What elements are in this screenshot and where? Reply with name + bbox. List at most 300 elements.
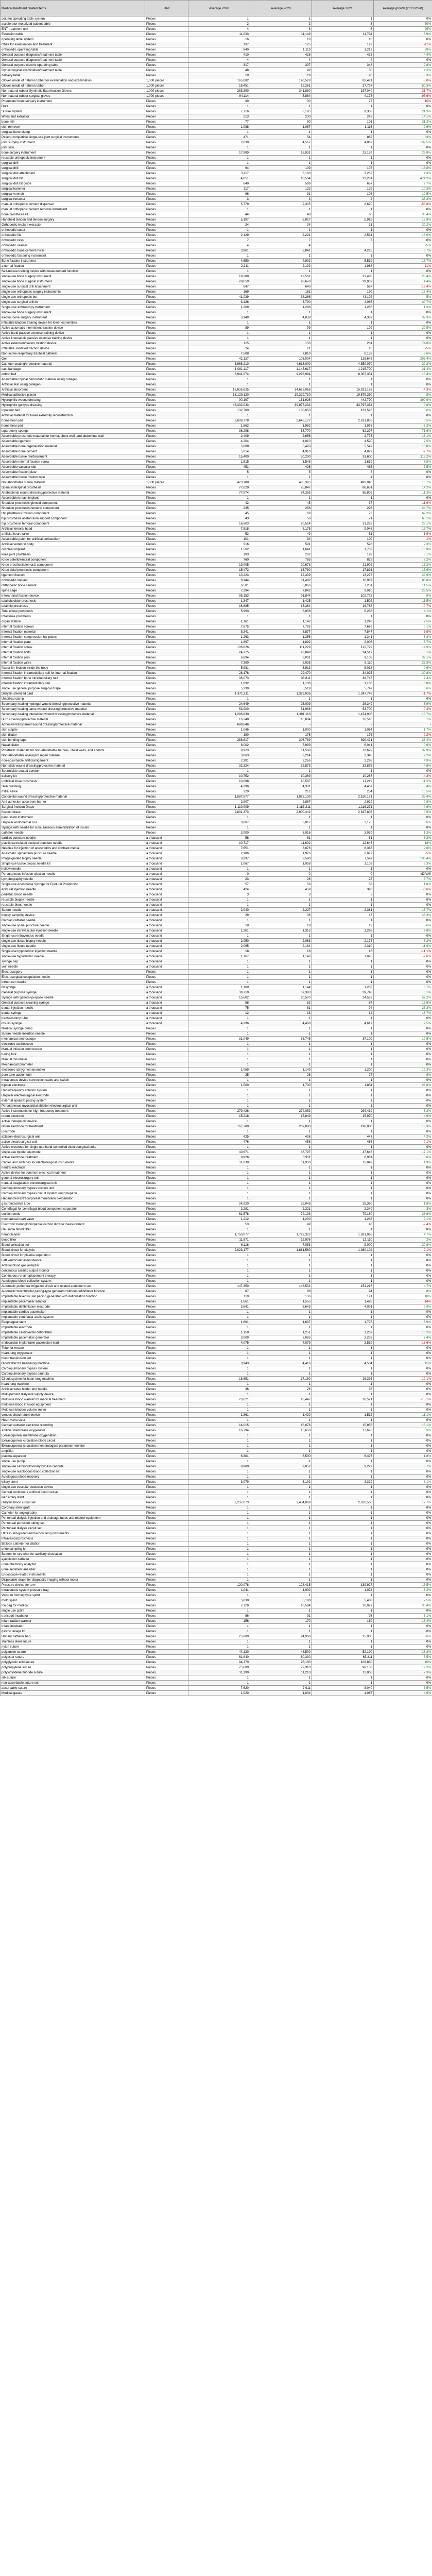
row-avg-2020b-cell[interactable]: 1	[250, 1366, 312, 1371]
table-row[interactable]	[1, 1593, 432, 1598]
row-avg-2020-cell[interactable]: 1	[188, 1258, 250, 1263]
row-avg-2020b-cell[interactable]: 1	[250, 496, 312, 501]
row-avg-2020b-cell[interactable]: 18,447	[250, 1397, 312, 1402]
row-unit-cell[interactable]: Pieces	[145, 1382, 188, 1387]
row-unit-cell[interactable]: Pieces	[145, 1253, 188, 1258]
table-row[interactable]	[1, 1114, 432, 1119]
row-name-cell[interactable]: Single-use Anesthesia Syringe for Epidural Positioning	[1, 882, 145, 887]
row-avg-2020-cell[interactable]: 42	[188, 501, 250, 506]
row-avg-2020-cell[interactable]: 1	[188, 825, 250, 831]
row-growth-cell[interactable]: 37.9%	[374, 748, 432, 753]
table-row[interactable]	[1, 27, 432, 32]
row-unit-cell[interactable]: Pieces	[145, 1603, 188, 1608]
row-unit-cell[interactable]: Pieces	[145, 372, 188, 377]
row-avg-2021-cell[interactable]: 243	[312, 114, 374, 120]
row-avg-2020-cell[interactable]: 1,110,009	[188, 805, 250, 810]
row-growth-cell[interactable]: 30.7%	[374, 300, 432, 305]
row-avg-2020-cell[interactable]: 516	[188, 542, 250, 547]
row-avg-2020-cell[interactable]: 96	[188, 192, 250, 197]
row-avg-2021-cell[interactable]: 1	[312, 1191, 374, 1196]
row-avg-2020-cell[interactable]: 115	[188, 341, 250, 346]
row-growth-cell[interactable]: 6.9%	[374, 460, 432, 465]
row-avg-2020-cell[interactable]: 36,073	[188, 676, 250, 681]
row-unit-cell[interactable]: Pieces	[145, 1052, 188, 1057]
row-unit-cell[interactable]: Pieces	[145, 1222, 188, 1227]
row-avg-2020b-cell[interactable]: 96,180	[250, 1660, 312, 1665]
table-row[interactable]	[1, 78, 432, 83]
row-name-cell[interactable]: Syringe with general-purpose needle	[1, 995, 145, 1001]
row-unit-cell[interactable]: Pieces	[145, 1104, 188, 1109]
row-unit-cell[interactable]: Pieces	[145, 1469, 188, 1475]
row-unit-cell[interactable]: Pieces	[145, 1073, 188, 1078]
row-avg-2020b-cell[interactable]: 30,290	[250, 454, 312, 460]
table-row[interactable]	[1, 867, 432, 872]
row-avg-2020b-cell[interactable]: 1	[250, 1681, 312, 1686]
row-name-cell[interactable]: Gel	[1, 357, 145, 362]
row-avg-2020-cell[interactable]: 7,390	[188, 660, 250, 666]
table-row[interactable]	[1, 1449, 432, 1454]
row-avg-2020-cell[interactable]: 471	[188, 135, 250, 140]
row-name-cell[interactable]: Cardiopulmonary bypass circuit system using heparin	[1, 1191, 145, 1196]
table-row[interactable]	[1, 681, 432, 686]
row-avg-2020-cell[interactable]: 1	[188, 1274, 250, 1279]
row-avg-2020b-cell[interactable]: 1,391,116	[250, 712, 312, 717]
row-unit-cell[interactable]: Pieces	[145, 815, 188, 820]
table-row[interactable]	[1, 1639, 432, 1645]
row-avg-2020-cell[interactable]: 0	[188, 872, 250, 877]
row-growth-cell[interactable]: 0%	[374, 269, 432, 274]
table-row[interactable]	[1, 748, 432, 753]
row-name-cell[interactable]: endocardial implantable pacemaker lead	[1, 1341, 145, 1346]
table-row[interactable]	[1, 73, 432, 78]
row-growth-cell[interactable]: 29.9%	[374, 573, 432, 578]
table-row[interactable]	[1, 954, 432, 959]
row-avg-2020-cell[interactable]: 1	[188, 253, 250, 259]
row-avg-2020-cell[interactable]: 15,400	[188, 454, 250, 460]
row-avg-2021-cell[interactable]: 1	[312, 207, 374, 212]
table-row[interactable]	[1, 99, 432, 104]
row-unit-cell[interactable]: Pieces	[145, 217, 188, 223]
row-avg-2020b-cell[interactable]: 21	[250, 346, 312, 351]
row-name-cell[interactable]: Electronic hemoglobin/partial carbon dioxide measurement	[1, 1222, 145, 1227]
row-avg-2020b-cell[interactable]: 1,087	[250, 125, 312, 130]
row-avg-2020-cell[interactable]: 32,324	[188, 764, 250, 769]
row-avg-2021-cell[interactable]: 24,517	[312, 650, 374, 655]
row-name-cell[interactable]: polyglycolic acid suture	[1, 1660, 145, 1665]
row-unit-cell[interactable]: Pieces	[145, 27, 188, 32]
row-name-cell[interactable]: single use pump	[1, 1459, 145, 1464]
row-avg-2021-cell[interactable]: 1,733	[312, 547, 374, 552]
row-avg-2020-cell[interactable]: 95,153	[188, 594, 250, 599]
row-avg-2020b-cell[interactable]: 5,999	[250, 743, 312, 748]
row-avg-2020b-cell[interactable]: 26,099	[250, 702, 312, 707]
row-name-cell[interactable]: accelerator motorized patient table	[1, 22, 145, 27]
row-avg-2020b-cell[interactable]: 3,085	[250, 1335, 312, 1341]
row-avg-2021-cell[interactable]: 1	[312, 1176, 374, 1181]
row-name-cell[interactable]: Electrosurgery	[1, 970, 145, 975]
row-avg-2021-cell[interactable]: 1	[312, 1490, 374, 1495]
row-unit-cell[interactable]: Pieces	[145, 594, 188, 599]
row-avg-2020-cell[interactable]: 169	[188, 290, 250, 295]
row-name-cell[interactable]: hemodialyzer	[1, 1232, 145, 1238]
row-unit-cell[interactable]: a thousand	[145, 959, 188, 964]
row-avg-2021-cell[interactable]: 5,408	[312, 1598, 374, 1603]
row-growth-cell[interactable]: 0%	[374, 1547, 432, 1552]
row-avg-2021-cell[interactable]: 61	[312, 836, 374, 841]
row-unit-cell[interactable]: Pieces	[145, 1562, 188, 1567]
row-avg-2021-cell[interactable]: 1,116,271	[312, 805, 374, 810]
row-name-cell[interactable]: surgical retractor	[1, 197, 145, 202]
row-growth-cell[interactable]: 0%	[374, 897, 432, 903]
row-name-cell[interactable]: Cardiopulmonary bypass system	[1, 1366, 145, 1371]
row-avg-2020-cell[interactable]: 1	[188, 1511, 250, 1516]
row-unit-cell[interactable]: Pieces	[145, 1387, 188, 1392]
row-avg-2020-cell[interactable]: 15,602	[188, 995, 250, 1001]
row-unit-cell[interactable]: 1,000 pieces	[145, 83, 188, 89]
row-name-cell[interactable]: Unipolar electrosurgical electrode	[1, 1093, 145, 1098]
row-avg-2021-cell[interactable]: 17,891	[312, 568, 374, 573]
row-name-cell[interactable]: Internal fixation intramedullary nail for internal fixation	[1, 671, 145, 676]
row-name-cell[interactable]: fixation brace	[1, 810, 145, 815]
table-row[interactable]	[1, 805, 432, 810]
row-growth-cell[interactable]: 10%	[374, 1294, 432, 1299]
row-unit-cell[interactable]: Pieces	[145, 609, 188, 614]
row-name-cell[interactable]: Central continuous artificial blood vessel	[1, 1490, 145, 1495]
row-avg-2020b-cell[interactable]: 148,504	[250, 1284, 312, 1289]
row-avg-2020b-cell[interactable]: 1	[250, 1505, 312, 1511]
row-unit-cell[interactable]: Pieces	[145, 769, 188, 774]
row-growth-cell[interactable]: 0%	[374, 975, 432, 980]
row-growth-cell[interactable]: -53.8%	[374, 202, 432, 207]
row-growth-cell[interactable]: 0%	[374, 1062, 432, 1067]
table-row[interactable]	[1, 1351, 432, 1356]
row-name-cell[interactable]: percussion instrument	[1, 815, 145, 820]
row-unit-cell[interactable]: Pieces	[145, 1325, 188, 1330]
row-avg-2020b-cell[interactable]: 2,164	[250, 944, 312, 949]
row-unit-cell[interactable]: Pieces	[145, 130, 188, 135]
table-row[interactable]	[1, 1428, 432, 1433]
row-growth-cell[interactable]: 13.7%	[374, 712, 432, 717]
row-growth-cell[interactable]: 18.3%	[374, 1650, 432, 1655]
row-avg-2021-cell[interactable]: 2,621,836	[312, 418, 374, 423]
row-avg-2020b-cell[interactable]: -	[250, 722, 312, 727]
row-growth-cell[interactable]: 17.1%	[374, 1150, 432, 1155]
table-row[interactable]	[1, 599, 432, 604]
row-avg-2020-cell[interactable]: 1	[188, 1392, 250, 1397]
row-avg-2021-cell[interactable]: 1	[312, 1258, 374, 1263]
row-avg-2020-cell[interactable]: 2,211	[188, 264, 250, 269]
row-growth-cell[interactable]: 30.8%	[374, 1243, 432, 1248]
row-avg-2020-cell[interactable]: 1	[188, 964, 250, 970]
row-unit-cell[interactable]: Pieces	[145, 501, 188, 506]
row-unit-cell[interactable]: Pieces	[145, 1037, 188, 1042]
row-avg-2020-cell[interactable]: 4,075	[188, 1341, 250, 1346]
row-avg-2020-cell[interactable]: 476	[188, 1140, 250, 1145]
row-avg-2020b-cell[interactable]: 1	[250, 1088, 312, 1093]
row-avg-2021-cell[interactable]: 4,225	[312, 248, 374, 253]
row-name-cell[interactable]: polypropylene suture	[1, 1665, 145, 1670]
row-avg-2020b-cell[interactable]: 1	[250, 1408, 312, 1413]
row-name-cell[interactable]: active electrode treatment	[1, 1155, 145, 1160]
row-name-cell[interactable]: non-absorbable suture set	[1, 1681, 145, 1686]
row-growth-cell[interactable]: 118.2%	[374, 454, 432, 460]
table-row[interactable]	[1, 831, 432, 836]
row-name-cell[interactable]: Cardiopulmonary bypass cannula	[1, 1371, 145, 1377]
row-unit-cell[interactable]: Pieces	[145, 259, 188, 264]
row-name-cell[interactable]: Inpatient bed	[1, 408, 145, 413]
row-avg-2020b-cell[interactable]: 38,811	[250, 676, 312, 681]
row-avg-2021-cell[interactable]: 37	[312, 501, 374, 506]
row-growth-cell[interactable]: -2.1%	[374, 1140, 432, 1145]
row-name-cell[interactable]: Anesthetic spinal/dura puncture needle	[1, 851, 145, 856]
row-avg-2021-cell[interactable]: 2,178	[312, 939, 374, 944]
row-unit-cell[interactable]: Pieces	[145, 727, 188, 733]
row-name-cell[interactable]: Surgical Incision Drape	[1, 805, 145, 810]
row-growth-cell[interactable]: 0%	[374, 1624, 432, 1629]
row-avg-2020b-cell[interactable]: 1	[250, 377, 312, 382]
row-growth-cell[interactable]: 10.8%	[374, 444, 432, 449]
table-row[interactable]	[1, 372, 432, 377]
table-row[interactable]	[1, 454, 432, 460]
row-unit-cell[interactable]: Pieces	[145, 1279, 188, 1284]
table-row[interactable]	[1, 53, 432, 58]
row-avg-2021-cell[interactable]: 7,251	[312, 583, 374, 588]
row-avg-2020-cell[interactable]: 30	[188, 99, 250, 104]
row-avg-2021-cell[interactable]: 1	[312, 1567, 374, 1572]
row-avg-2021-cell[interactable]: 1	[312, 1541, 374, 1547]
row-avg-2020b-cell[interactable]: 1,030	[250, 1588, 312, 1593]
table-row[interactable]	[1, 346, 432, 351]
row-growth-cell[interactable]: 13.3%	[374, 1124, 432, 1129]
table-row[interactable]	[1, 1464, 432, 1469]
row-name-cell[interactable]: multi-use blood infusion equipment	[1, 1402, 145, 1408]
row-avg-2021-cell[interactable]: 9,046	[312, 527, 374, 532]
table-row[interactable]	[1, 248, 432, 253]
row-growth-cell[interactable]: 0%	[374, 1485, 432, 1490]
row-name-cell[interactable]: Cardiac catheter needle	[1, 918, 145, 923]
row-avg-2021-cell[interactable]: 139,927	[312, 1583, 374, 1588]
table-row[interactable]	[1, 290, 432, 295]
table-row[interactable]	[1, 516, 432, 521]
row-avg-2020-cell[interactable]: 1	[188, 1310, 250, 1315]
table-row[interactable]	[1, 970, 432, 975]
row-avg-2021-cell[interactable]: 1	[312, 1253, 374, 1258]
row-name-cell[interactable]: cardiac puncture needle	[1, 836, 145, 841]
row-avg-2020-cell[interactable]: 7	[188, 238, 250, 243]
row-unit-cell[interactable]: Pieces	[145, 1629, 188, 1634]
table-row[interactable]	[1, 1186, 432, 1191]
row-name-cell[interactable]: Nasal dilator	[1, 743, 145, 748]
table-row[interactable]	[1, 985, 432, 990]
row-avg-2020b-cell[interactable]: 1,251	[250, 1330, 312, 1335]
row-name-cell[interactable]: Automatic peritoneal irrigation circuit and related equipment set	[1, 1284, 145, 1289]
row-avg-2020-cell[interactable]: 16,635,625	[188, 387, 250, 393]
row-avg-2020b-cell[interactable]: 1	[250, 156, 312, 161]
row-unit-cell[interactable]: Pieces	[145, 1511, 188, 1516]
row-name-cell[interactable]: Ice bag for medical	[1, 1603, 145, 1608]
row-avg-2020-cell[interactable]: 16,885	[188, 604, 250, 609]
row-avg-2020b-cell[interactable]: 10,584	[250, 1603, 312, 1608]
row-avg-2020-cell[interactable]: 1,160	[188, 985, 250, 990]
row-unit-cell[interactable]: Pieces	[145, 125, 188, 130]
row-avg-2021-cell[interactable]: 19,579,250	[312, 393, 374, 398]
table-row[interactable]	[1, 192, 432, 197]
row-name-cell[interactable]: Orthopedic bone cement	[1, 583, 145, 588]
row-growth-cell[interactable]: 0%	[374, 1129, 432, 1134]
table-row[interactable]	[1, 995, 432, 1001]
row-avg-2020-cell[interactable]: 52	[188, 532, 250, 537]
row-avg-2020b-cell[interactable]: 1,892	[250, 640, 312, 645]
row-growth-cell[interactable]: 24.7%	[374, 506, 432, 511]
row-avg-2021-cell[interactable]: 1	[312, 1444, 374, 1449]
row-name-cell[interactable]: Manual tonometer	[1, 1057, 145, 1062]
row-growth-cell[interactable]: 6.9%	[374, 32, 432, 37]
row-growth-cell[interactable]: 0%	[374, 228, 432, 233]
row-unit-cell[interactable]: Pieces	[145, 1258, 188, 1263]
table-row[interactable]	[1, 959, 432, 964]
table-row[interactable]	[1, 594, 432, 599]
row-name-cell[interactable]: Hydrophilic wound dressing	[1, 398, 145, 403]
row-avg-2021-cell[interactable]: 4,879	[312, 449, 374, 454]
row-avg-2021-cell[interactable]: 1	[312, 1315, 374, 1320]
row-avg-2020b-cell[interactable]: 2,321	[250, 1207, 312, 1212]
row-avg-2020-cell[interactable]: 87	[188, 1289, 250, 1294]
table-row[interactable]	[1, 707, 432, 712]
row-name-cell[interactable]: orthopedic rasp	[1, 238, 145, 243]
row-growth-cell[interactable]: 2.7%	[374, 181, 432, 187]
row-name-cell[interactable]: Heart valve sizer	[1, 1418, 145, 1423]
row-avg-2020b-cell[interactable]: 1	[250, 253, 312, 259]
row-avg-2020b-cell[interactable]: 26	[250, 1387, 312, 1392]
row-avg-2021-cell[interactable]: 1,067	[312, 1691, 374, 1696]
row-unit-cell[interactable]: Pieces	[145, 1475, 188, 1480]
table-row[interactable]	[1, 655, 432, 660]
row-avg-2020b-cell[interactable]: 10,369	[250, 774, 312, 779]
row-avg-2020b-cell[interactable]: 1,420	[250, 1413, 312, 1418]
row-avg-2020b-cell[interactable]: 8,001	[250, 655, 312, 660]
row-avg-2020b-cell[interactable]: 4,416	[250, 1361, 312, 1366]
row-avg-2020-cell[interactable]: 1	[188, 1227, 250, 1232]
row-avg-2020-cell[interactable]: 15,472	[188, 568, 250, 573]
row-name-cell[interactable]: Absorbable tissue reinforcement	[1, 454, 145, 460]
row-avg-2021-cell[interactable]: 128,645	[312, 357, 374, 362]
row-growth-cell[interactable]: 29%	[374, 47, 432, 53]
row-avg-2020b-cell[interactable]: 4,331	[250, 784, 312, 789]
table-row[interactable]	[1, 1691, 432, 1696]
row-growth-cell[interactable]: 7.5%	[374, 439, 432, 444]
row-growth-cell[interactable]: 0%	[374, 1227, 432, 1232]
row-avg-2021-cell[interactable]: 1,980,104	[312, 1248, 374, 1253]
row-name-cell[interactable]: Patient-compatible single-use joint surgical instruments	[1, 135, 145, 140]
row-name-cell[interactable]: Spinal interspinal prosthesis	[1, 485, 145, 490]
row-avg-2020b-cell[interactable]: 16,931	[250, 150, 312, 156]
row-unit-cell[interactable]: Pieces	[145, 557, 188, 563]
row-avg-2020-cell[interactable]: 1	[188, 1176, 250, 1181]
table-row[interactable]	[1, 1583, 432, 1588]
row-name-cell[interactable]: Handheld tendon and tendon surgery	[1, 217, 145, 223]
row-avg-2021-cell[interactable]: 17,676	[312, 1428, 374, 1433]
row-name-cell[interactable]: Single-use hypodermic injection needle	[1, 949, 145, 954]
table-row[interactable]	[1, 1176, 432, 1181]
row-avg-2020-cell[interactable]: 29	[188, 913, 250, 918]
row-avg-2021-cell[interactable]: 1	[312, 1274, 374, 1279]
row-growth-cell[interactable]: 0%	[374, 1469, 432, 1475]
row-avg-2021-cell[interactable]: 5	[312, 243, 374, 248]
row-growth-cell[interactable]: 0.5%	[374, 418, 432, 423]
row-unit-cell[interactable]: Pieces	[145, 73, 188, 78]
row-growth-cell[interactable]: 25.3%	[374, 1006, 432, 1011]
row-growth-cell[interactable]: 16.7%	[374, 1011, 432, 1016]
row-growth-cell[interactable]: 29.2%	[374, 223, 432, 228]
row-name-cell[interactable]: iliac artery stent	[1, 1495, 145, 1500]
row-unit-cell[interactable]: Pieces	[145, 1583, 188, 1588]
row-growth-cell[interactable]: 13.8%	[374, 166, 432, 171]
row-avg-2020-cell[interactable]: 18	[188, 949, 250, 954]
row-avg-2021-cell[interactable]: 1	[312, 331, 374, 336]
row-name-cell[interactable]: Arterial blood gas analyzer	[1, 1263, 145, 1268]
row-name-cell[interactable]: Pneumatic bone surgery instrument	[1, 99, 145, 104]
row-avg-2020-cell[interactable]: 640	[188, 181, 250, 187]
row-name-cell[interactable]: Single-use arthroscopy instrument	[1, 305, 145, 310]
table-row[interactable]	[1, 181, 432, 187]
row-growth-cell[interactable]: 4.7%	[374, 1284, 432, 1289]
row-growth-cell[interactable]: 0%	[374, 970, 432, 975]
row-avg-2021-cell[interactable]: 1	[312, 1098, 374, 1104]
row-name-cell[interactable]: biopsy sampling device	[1, 913, 145, 918]
row-growth-cell[interactable]: 130.4%	[374, 856, 432, 861]
row-unit-cell[interactable]: Pieces	[145, 290, 188, 295]
row-avg-2021-cell[interactable]: 1	[312, 1104, 374, 1109]
row-name-cell[interactable]: column operating table system	[1, 16, 145, 22]
row-name-cell[interactable]: surgical hammer	[1, 187, 145, 192]
row-growth-cell[interactable]: -2.7%	[374, 449, 432, 454]
row-avg-2021-cell[interactable]: 1	[312, 156, 374, 161]
row-avg-2020-cell[interactable]: 4	[188, 58, 250, 63]
row-name-cell[interactable]: non-absorbable artificial ligament	[1, 758, 145, 764]
row-avg-2021-cell[interactable]: 201	[312, 341, 374, 346]
table-row[interactable]	[1, 1325, 432, 1330]
row-name-cell[interactable]: Gloves made of natural rubber	[1, 83, 145, 89]
row-avg-2020b-cell[interactable]: 1,861,560	[250, 1248, 312, 1253]
table-row[interactable]	[1, 1263, 432, 1268]
row-avg-2021-cell[interactable]: 129	[312, 187, 374, 192]
row-unit-cell[interactable]: Pieces	[145, 475, 188, 480]
row-growth-cell[interactable]: 7.5%	[374, 619, 432, 624]
row-growth-cell[interactable]: 33.3%	[374, 197, 432, 202]
row-avg-2021-cell[interactable]: 2,827,808	[312, 810, 374, 815]
row-name-cell[interactable]: Chair for examination and treatment	[1, 42, 145, 47]
row-name-cell[interactable]: Self-rescue training device with measurement function	[1, 269, 145, 274]
row-avg-2020-cell[interactable]: 1,161	[188, 619, 250, 624]
row-avg-2020-cell[interactable]: 10,752	[188, 774, 250, 779]
row-avg-2021-cell[interactable]: 10,287	[312, 774, 374, 779]
row-avg-2020-cell[interactable]: 1	[188, 1531, 250, 1536]
row-avg-2020b-cell[interactable]: 258	[250, 506, 312, 511]
row-avg-2020b-cell[interactable]: 1	[250, 1227, 312, 1232]
row-growth-cell[interactable]: 0%	[374, 959, 432, 964]
row-avg-2020-cell[interactable]: 1	[188, 1495, 250, 1500]
row-unit-cell[interactable]: Pieces	[145, 722, 188, 727]
row-unit-cell[interactable]: Pieces	[145, 1238, 188, 1243]
row-avg-2020b-cell[interactable]: 1	[250, 1639, 312, 1645]
row-avg-2021-cell[interactable]: 2,531	[312, 233, 374, 238]
row-avg-2021-cell[interactable]: 23,261	[312, 176, 374, 181]
row-name-cell[interactable]: manual orthopedic cement dispenser	[1, 202, 145, 207]
row-avg-2020-cell[interactable]: 24,275	[188, 650, 250, 655]
row-avg-2021-cell[interactable]: 1	[312, 1438, 374, 1444]
row-growth-cell[interactable]: 0%	[374, 1145, 432, 1150]
row-avg-2021-cell[interactable]: 293	[312, 506, 374, 511]
